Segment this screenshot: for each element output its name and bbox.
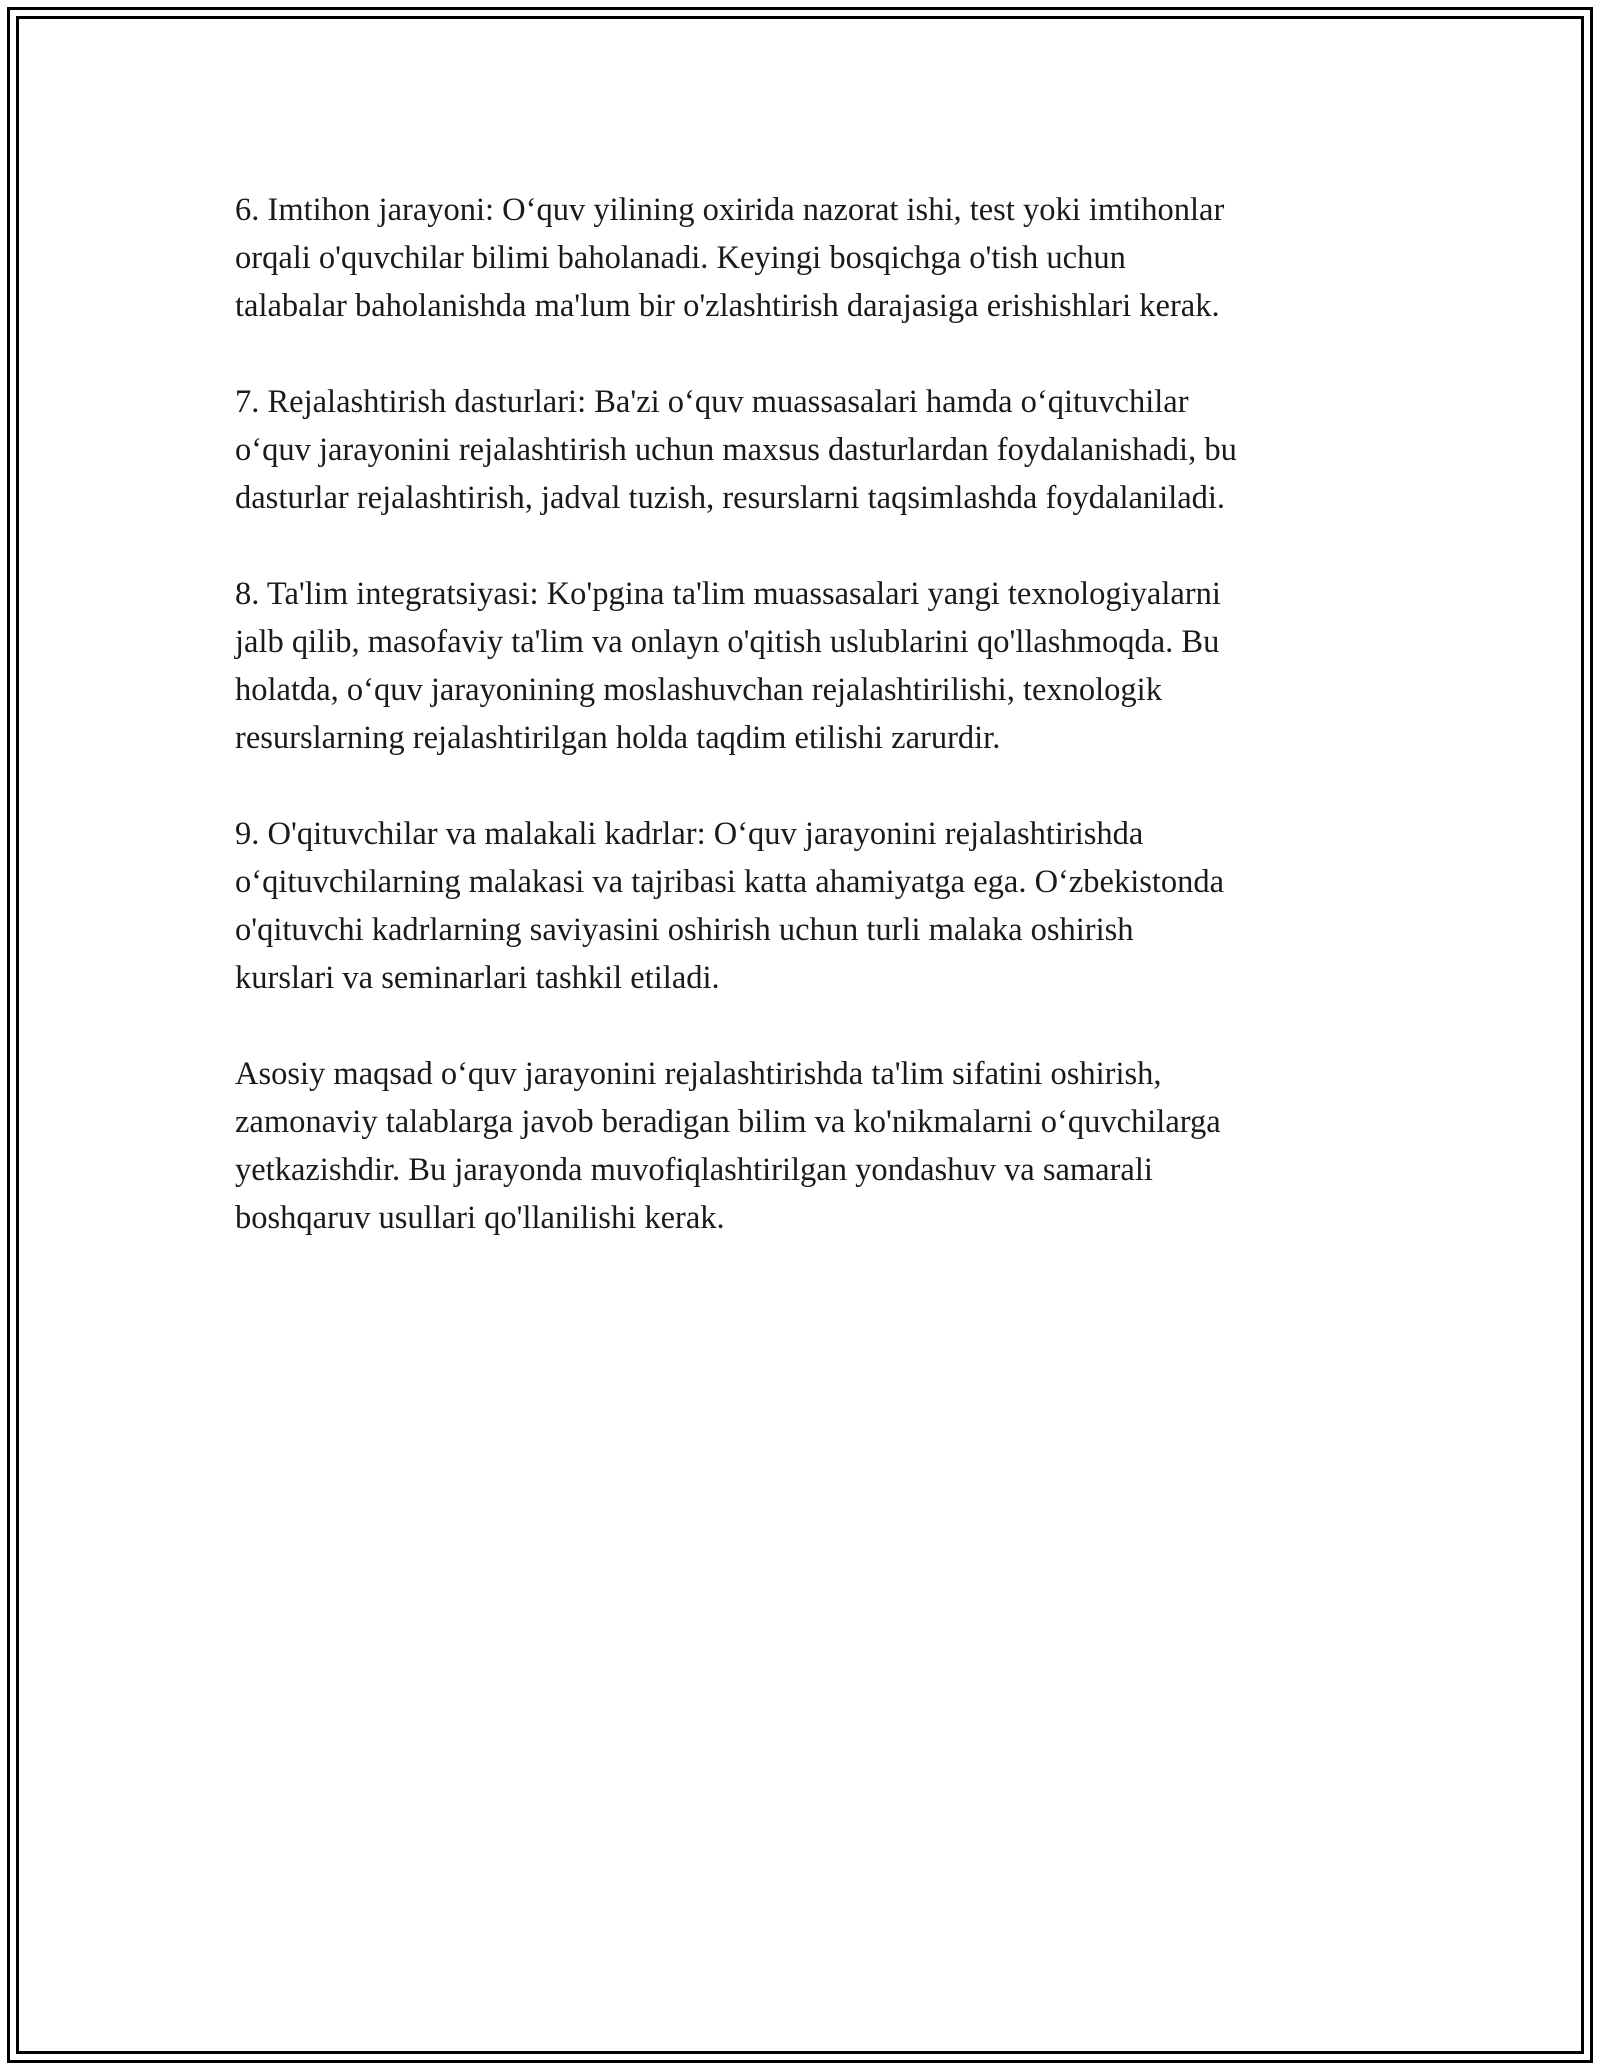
paragraph-teachers-staff: 9. O'qituvchilar va malakali kadrlar: O‘quv jarayonini rejalashtirishda o‘qituvchilarning malakasi va tajribasi katta ahamiyatga ega. O‘zbekistonda o'qituvchi kadrlarning saviyasini oshirish uchun turli malaka oshirish kurslari va seminarlari tashkil etiladi.	[235, 816, 1225, 996]
paragraph-exam-process: 6. Imtihon jarayoni: O‘quv yilining oxirida nazorat ishi, test yoki imtihonlar orqali o'quvchilar bilimi baholanadi. Keyingi bosqichga o'tish uchun talabalar baholanishda ma'lum bir o'zlashtirish darajasiga erishishlari kerak.	[235, 192, 1225, 324]
paragraph-planning-software: 7. Rejalashtirish dasturlari: Ba'zi o‘quv muassasalari hamda o‘qituvchilar o‘quv jarayonini rejalashtirish uchun maxsus dasturlardan foydalanishadi, bu dasturlar rejalashtirish, jadval tuzish, resurslarni taqsimlashda foydalaniladi.	[235, 384, 1237, 516]
document-body	[235, 186, 1395, 1290]
paragraph-education-integration: 8. Ta'lim integratsiyasi: Ko'pgina ta'lim muassasalari yangi texnologiyalarni jalb qilib, masofaviy ta'lim va onlayn o'qitish uslublarini qo'llashmoqda. Bu holatda, o‘quv jarayonining moslashuvchan rejalashtirilishi, texnologik resurslarning rejalashtirilgan holda taqdim etilishi zarurdir.	[235, 576, 1221, 756]
paragraph-main-goal: Asosiy maqsad o‘quv jarayonini rejalashtirishda ta'lim sifatini oshirish, zamonaviy talablarga javob beradigan bilim va ko'nikmalarni o‘quvchilarga yetkazishdir. Bu jarayonda muvofiqlashtirilgan yondashuv va samarali boshqaruv usullari qo'llanilishi kerak.	[235, 1056, 1221, 1236]
